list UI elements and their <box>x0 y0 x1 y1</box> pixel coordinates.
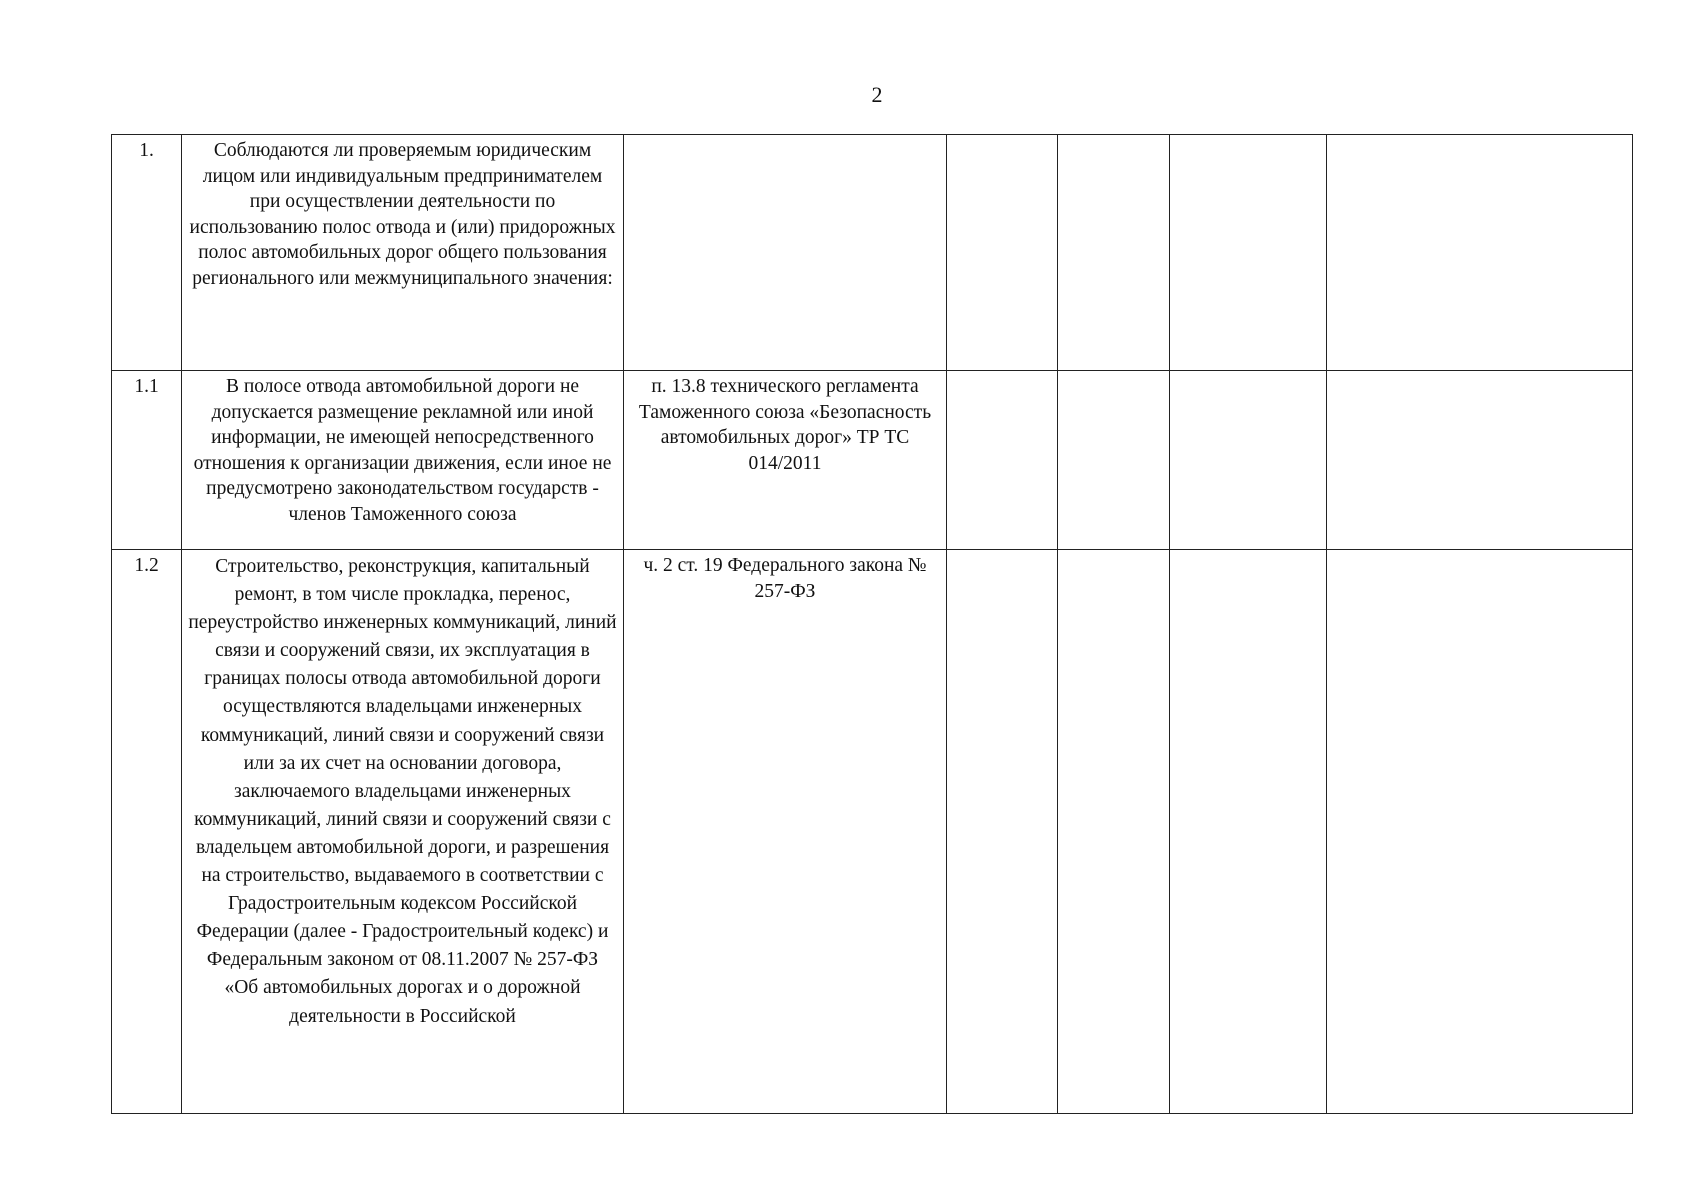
answer-na-cell <box>1170 371 1327 550</box>
answer-no-cell <box>1058 550 1170 1114</box>
legal-reference-text: п. 13.8 технического регламента Таможенного союза «Безопасность автомобильных дорог» ТР ТС 014/2011 <box>638 376 932 474</box>
notes-cell <box>1327 135 1633 371</box>
row-number-text: 1.2 <box>134 555 159 576</box>
row-number <box>112 550 182 1114</box>
table-row <box>112 135 1633 371</box>
requirement-text-content: В полосе отвода автомобильной дороги не допускается размещение рекламной или иной информации, не имеющей непосредственного отношения к организации движения, если иное не предусмотрено законодательством государств - членов Таможенного союза <box>193 376 612 525</box>
answer-yes-cell <box>947 371 1058 550</box>
table-row <box>112 371 1633 550</box>
requirement-text <box>182 371 624 550</box>
legal-reference <box>624 371 947 550</box>
page-number: 2 <box>871 82 883 107</box>
row-number <box>112 371 182 550</box>
answer-na-cell <box>1170 550 1327 1114</box>
legal-reference <box>624 550 947 1114</box>
requirement-text <box>182 550 624 1114</box>
checklist-table <box>111 134 1633 1114</box>
answer-no-cell <box>1058 371 1170 550</box>
row-number: 1. <box>112 135 182 371</box>
requirement-text-content: Строительство, реконструкция, капитальный ремонт, в том числе прокладка, перенос, переустройство инженерных коммуникаций, линий связи и сооружений связи, их эксплуатация в границах полосы отвода автомобильной дороги осуществляются владельцами инженерных коммуникаций, линий связи и сооружений связи или за их счет на основании договора, заключаемого владельцами инженерных коммуникаций, линий связи и сооружений связи с владельцем автомобильной дороги, и разрешения на строительство, выдаваемого в соответствии с Градостроительным кодексом Российской Федерации (далее - Градостроительный кодекс) и Федеральным законом от 08.11.2007 № 257-ФЗ «Об автомобильных дорогах и о дорожной деятельности в Российской <box>188 556 617 1027</box>
answer-na-cell <box>1170 135 1327 371</box>
row-number-text: 1.1 <box>134 376 159 397</box>
requirement-text: Соблюдаются ли проверяемым юридическим лицом или индивидуальным предпринимателем при осуществлении деятельности по использованию полос отвода и (или) придорожных полос автомобильных дорог общего пользования регионального или межмуниципального значения: <box>182 135 624 371</box>
answer-yes-cell <box>947 135 1058 371</box>
table-row <box>112 550 1633 1114</box>
legal-reference-text: ч. 2 ст. 19 Федерального закона № 257-ФЗ <box>643 555 927 602</box>
notes-cell <box>1327 550 1633 1114</box>
answer-no-cell <box>1058 135 1170 371</box>
answer-yes-cell <box>947 550 1058 1114</box>
notes-cell <box>1327 371 1633 550</box>
legal-reference <box>624 135 947 371</box>
